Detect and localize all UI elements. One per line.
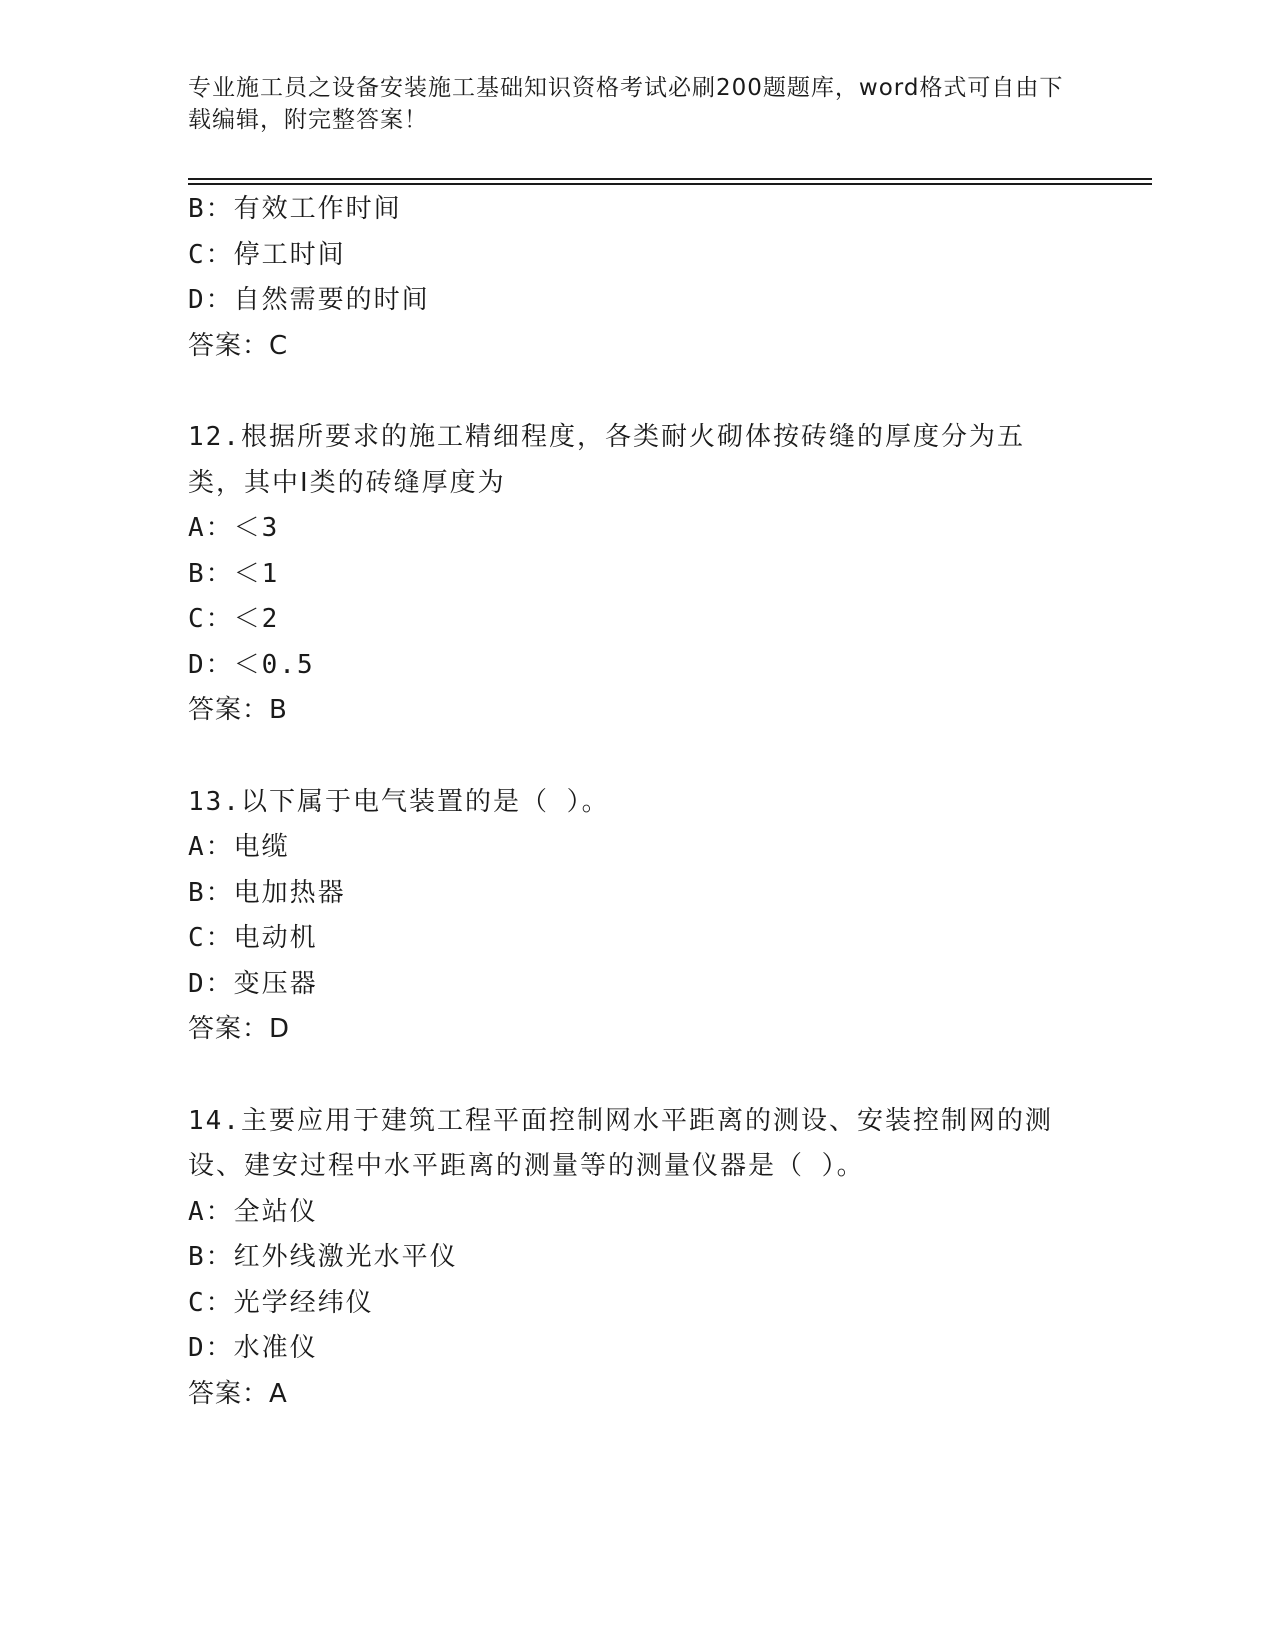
option-b: B：电加热器	[188, 877, 346, 908]
question-block-13	[188, 780, 1088, 1053]
answer: 答案：C	[188, 330, 289, 361]
document-header: 专业施工员之设备安装施工基础知识资格考试必刷200题题库，word格式可自由下载编辑，附完整答案！	[188, 75, 1064, 133]
answer: 答案：D	[188, 1014, 291, 1044]
option-c: C：＜2	[188, 604, 280, 634]
question-text: 14.主要应用于建筑工程平面控制网水平距离的测设、安装控制网的测设、建安过程中水平距离的测量等的测量仪器是（ ）。	[188, 1105, 1053, 1181]
spacer	[188, 1053, 1088, 1099]
question-block-12	[188, 415, 1088, 734]
option-a: A：＜3	[188, 513, 280, 543]
option-d: D：变压器	[188, 968, 318, 999]
question-block-11	[188, 187, 1088, 369]
option-b: B：有效工作时间	[188, 194, 402, 224]
spacer	[188, 734, 1088, 780]
question-block-14	[188, 1099, 1088, 1418]
answer: 答案：B	[188, 695, 288, 725]
question-text: 13.以下属于电气装置的是（ ）。	[188, 786, 610, 817]
header-rule-bottom	[188, 183, 1152, 185]
question-text: 12.根据所要求的施工精细程度，各类耐火砌体按砖缝的厚度分为五类，其中Ⅰ类的砖缝厚度为	[188, 422, 1025, 498]
spacer	[188, 369, 1088, 415]
question-list	[188, 187, 1088, 1417]
option-d: D：＜0.5	[188, 649, 315, 680]
answer: 答案：A	[188, 1378, 288, 1409]
option-b: B：红外线激光水平仪	[188, 1242, 458, 1272]
option-d: D：自然需要的时间	[188, 285, 430, 315]
header-rule-top	[188, 178, 1152, 180]
option-c: C：停工时间	[188, 239, 346, 270]
option-c: C：光学经纬仪	[188, 1287, 374, 1318]
option-c: C：电动机	[188, 923, 318, 953]
option-b: B：＜1	[188, 558, 280, 589]
option-a: A：全站仪	[188, 1196, 318, 1227]
option-a: A：电缆	[188, 832, 290, 862]
option-d: D：水准仪	[188, 1333, 318, 1363]
